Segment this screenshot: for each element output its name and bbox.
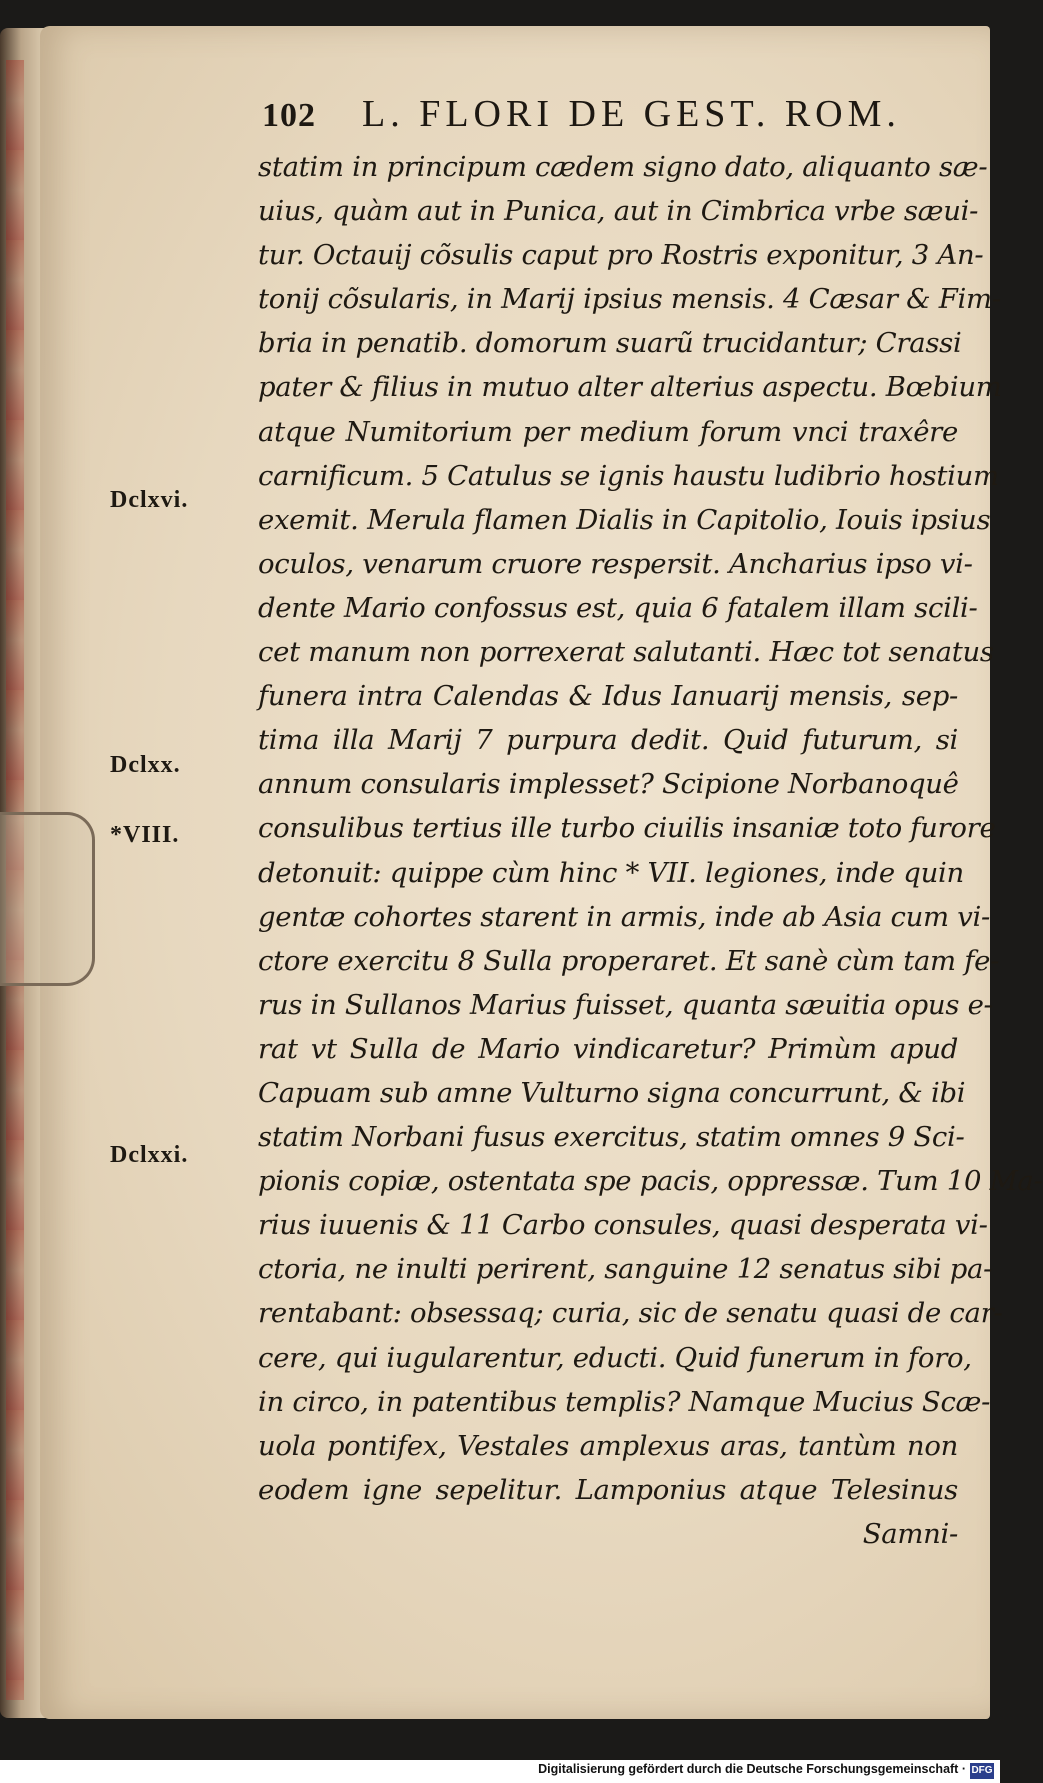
text-line: consulibus tertius ille turbo ciuilis insaniæ toto furore: [258, 812, 996, 845]
margin-note-year: Dclxvi.: [110, 487, 189, 513]
margin-note-year: Dclxx.: [110, 752, 181, 778]
text-line: annum consularis implesset? Scipione Norbanoquê: [258, 768, 959, 801]
text-line: ctoria, ne inulti perirent, sanguine 12 senatus sibi pa-: [258, 1253, 993, 1286]
text-line: Capuam sub amne Vulturno signa concurrunt, & ibi: [258, 1076, 966, 1109]
text-line: atque Numitorium per medium forum vnci traxêre: [258, 415, 958, 448]
text-line: statim in principum cædem signo dato, aliquanto sæ-: [258, 151, 988, 183]
text-line: carnificum. 5 Catulus se ignis haustu ludibrio hostium: [258, 459, 999, 492]
catchword: Samni-: [862, 1517, 958, 1550]
text-line: cet manum non porrexerat salutanti. Hæc tot senatus: [258, 636, 994, 669]
text-line: pionis copiæ, ostentata spe pacis, oppressæ. Tum 10 Ma-: [258, 1165, 1043, 1198]
text-line: in circo, in patentibus templis? Namque Mucius Scæ-: [258, 1385, 991, 1418]
text-line: rentabant: obsessaq; curia, sic de senatu quasi de car-: [258, 1297, 1003, 1330]
footer-bar: [0, 1760, 1000, 1783]
text-line: rius iuuenis & 11 Carbo consules, quasi desperata vi-: [258, 1209, 988, 1242]
text-line: bria in penatib. domorum suarũ trucidantur; Crassi: [258, 327, 962, 360]
text-line: dente Mario confossus est, quia 6 fatalem illam scili-: [258, 591, 978, 624]
running-head: [262, 92, 922, 142]
text-line: gentæ cohortes starent in armis, inde ab Asia cum vi-: [258, 900, 990, 933]
text-line: uius, quàm aut in Punica, aut in Cimbrica vrbe sæui-: [258, 195, 979, 228]
text-line: tur. Octauij cõsulis caput pro Rostris exponitur, 3 An-: [258, 239, 984, 272]
text-line: eodem igne sepelitur. Lamponius atque Telesinus: [258, 1473, 958, 1506]
bookmark-clasp: [0, 812, 95, 986]
margin-note-year: Dclxxi.: [110, 1142, 189, 1168]
page-number: 102: [262, 97, 316, 134]
running-title: L. FLORI DE GEST. ROM.: [362, 93, 901, 135]
margin-note-variant: *VIII.: [110, 822, 180, 848]
text-line: tima illa Marij 7 purpura dedit. Quid futurum, si: [258, 724, 958, 757]
text-line: oculos, venarum cruore respersit. Ancharius ipso vi-: [258, 547, 973, 580]
text-line: exemit. Merula flamen Dialis in Capitolio, Iouis ipsius: [258, 503, 991, 536]
digitization-credit: Digitalisierung gefördert durch die Deutsche Forschungsgemeinschaft ·: [538, 1762, 966, 1776]
text-line: funera intra Calendas & Idus Ianuarij mensis, sep-: [258, 680, 958, 713]
text-line: tonij cõsularis, in Marij ipsius mensis. 4 Cæsar & Fim-: [258, 283, 1001, 316]
text-line: cere, qui iugularentur, educti. Quid funerum in foro,: [258, 1341, 972, 1374]
text-line: uola pontifex, Vestales amplexus aras, tantùm non: [258, 1429, 958, 1462]
text-line: ctore exercitu 8 Sulla properaret. Et sanè cùm tam fe-: [258, 944, 1000, 977]
text-line: pater & filius in mutuo alter alterius aspectu. Bœbium: [258, 371, 1002, 404]
dfg-logo-icon: DFG: [970, 1763, 994, 1779]
text-line: detonuit: quippe cùm hinc * VII. legiones, inde quin: [258, 856, 964, 889]
text-line: statim Norbani fusus exercitus, statim omnes 9 Sci-: [258, 1121, 965, 1154]
text-line: rat vt Sulla de Mario vindicaretur? Primùm apud: [258, 1032, 958, 1065]
text-line: rus in Sullanos Marius fuisset, quanta sæuitia opus e-: [258, 988, 993, 1021]
body-text: [258, 145, 1043, 1556]
